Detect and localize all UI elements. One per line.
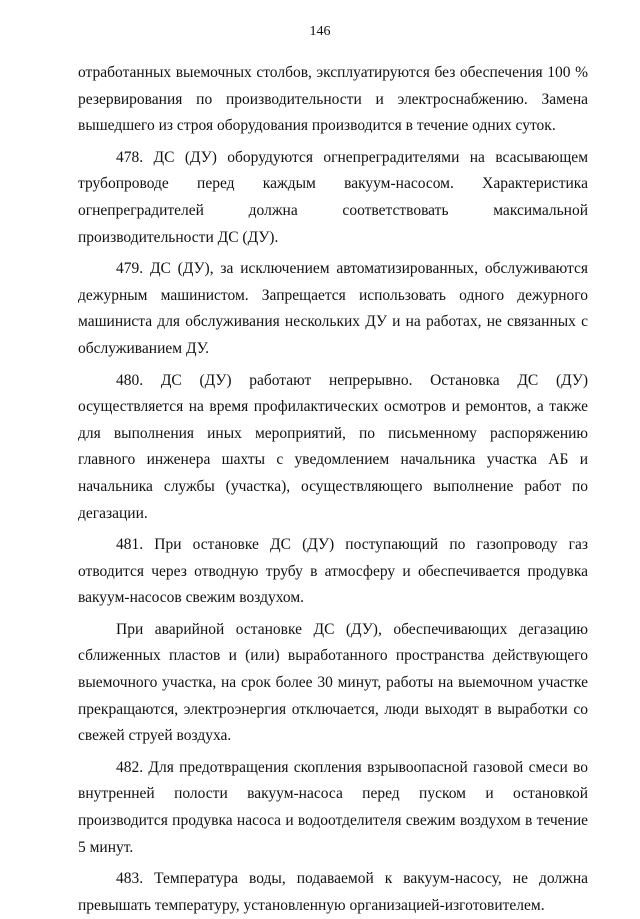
paragraph-item-479: 479. ДС (ДУ), за исключением автоматизированных, обслуживаются дежурным машинистом. Запрещается использовать одного дежурного машиниста для обслуживания нескольких ДУ и на работах, не связанных с обслуживанием ДУ. — [78, 260, 588, 357]
document-body — [78, 60, 588, 919]
paragraph-item-478: 478. ДС (ДУ) оборудуются огнепреградителями на всасывающем трубопроводе перед каждым вакуум-насосом. Характеристика огнепреградителей должна соответствовать максимальной производительности ДС (ДУ). — [78, 148, 588, 246]
paragraph-item-481-continuation: При аварийной остановке ДС (ДУ), обеспечивающих дегазацию сближенных пластов и (или) выработанного пространства действующего выемочного участка, на срок более 30 минут, работы на выемочном участке прекращаются, электроэнергия отключается, люди выходят в выработки со свежей струей воздуха. — [78, 620, 588, 745]
paragraph-continuation: отработанных выемочных столбов, эксплуатируются без обеспечения 100 % резервирования по производительности и электроснабжению. Замена вышедшего из строя оборудования производится в течение одних суток. — [78, 64, 588, 135]
paragraph-item-483: 483. Температура воды, подаваемой к вакуум-насосу, не должна превышать температуру, установленную организацией-изготовителем. — [78, 870, 588, 914]
page-number: 146 — [309, 24, 331, 39]
paragraph-item-481: 481. При остановке ДС (ДУ) поступающий по газопроводу газ отводится через отводную трубу в атмосферу и обеспечивается продувка вакуум-насосов свежим воздухом. — [78, 536, 588, 607]
paragraph-item-482: 482. Для предотвращения скопления взрывоопасной газовой смеси во внутренней полости вакуум-насоса перед пуском и остановкой производится продувка насоса и водоотделителя свежим воздухом в течение 5 минут. — [78, 758, 588, 856]
paragraph-item-480: 480. ДС (ДУ) работают непрерывно. Остановка ДС (ДУ) осуществляется на время профилактических осмотров и ремонтов, а также для выполнения иных мероприятий, по письменному распоряжению главного инженера шахты с уведомлением начальника участка АБ и начальника службы (участка), осуществляющего выполнение работ по дегазации. — [78, 371, 588, 522]
